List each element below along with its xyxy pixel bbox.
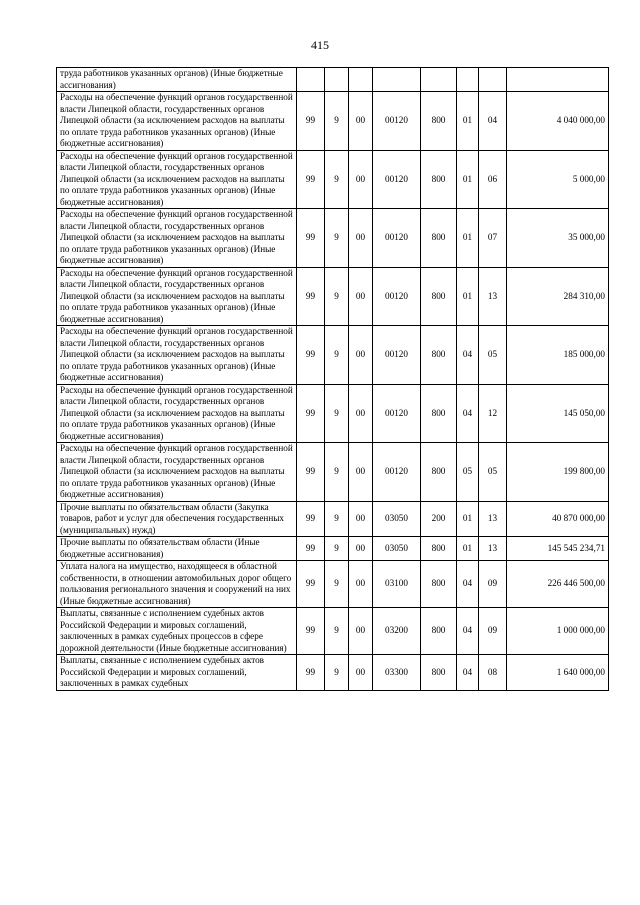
row-amount: 284 310,00 bbox=[507, 267, 609, 326]
col-7: 04 bbox=[479, 92, 507, 151]
col-2: 9 bbox=[325, 209, 349, 268]
budget-table bbox=[56, 67, 609, 691]
col-3: 00 bbox=[349, 443, 373, 502]
col-1: 99 bbox=[297, 267, 325, 326]
col-1: 99 bbox=[297, 501, 325, 537]
col-5 bbox=[421, 68, 457, 92]
col-2: 9 bbox=[325, 384, 349, 443]
table-row bbox=[57, 561, 609, 608]
col-7: 09 bbox=[479, 561, 507, 608]
table-row bbox=[57, 92, 609, 151]
col-1: 99 bbox=[297, 608, 325, 655]
col-6: 01 bbox=[457, 501, 479, 537]
col-6: 04 bbox=[457, 608, 479, 655]
table-row bbox=[57, 443, 609, 502]
table-row bbox=[57, 384, 609, 443]
col-5: 800 bbox=[421, 209, 457, 268]
col-7: 13 bbox=[479, 537, 507, 561]
col-2: 9 bbox=[325, 443, 349, 502]
row-amount: 5 000,00 bbox=[507, 150, 609, 209]
col-4: 00120 bbox=[373, 384, 421, 443]
table-row bbox=[57, 267, 609, 326]
col-4: 03300 bbox=[373, 655, 421, 691]
col-2: 9 bbox=[325, 92, 349, 151]
col-5: 800 bbox=[421, 443, 457, 502]
col-7: 08 bbox=[479, 655, 507, 691]
col-1: 99 bbox=[297, 443, 325, 502]
col-5: 200 bbox=[421, 501, 457, 537]
col-6: 01 bbox=[457, 209, 479, 268]
row-description: Расходы на обеспечение функций органов государственной власти Липецкой области, государственных органов Липецкой области (за исключением расходов на выплаты по оплате труда работников указанных органов) (Иные бюджетные ассигнования) bbox=[57, 209, 297, 268]
page-number: 415 bbox=[311, 38, 329, 52]
row-description: Расходы на обеспечение функций органов государственной власти Липецкой области, государственных органов Липецкой области (за исключением расходов на выплаты по оплате труда работников указанных органов) (Иные бюджетные ассигнования) bbox=[57, 92, 297, 151]
col-2: 9 bbox=[325, 326, 349, 385]
col-4: 03050 bbox=[373, 501, 421, 537]
col-2: 9 bbox=[325, 501, 349, 537]
col-4: 00120 bbox=[373, 443, 421, 502]
col-7: 13 bbox=[479, 267, 507, 326]
row-amount: 199 800,00 bbox=[507, 443, 609, 502]
col-2: 9 bbox=[325, 537, 349, 561]
col-5: 800 bbox=[421, 537, 457, 561]
table-row bbox=[57, 209, 609, 268]
col-4: 00120 bbox=[373, 92, 421, 151]
col-1: 99 bbox=[297, 537, 325, 561]
col-1: 99 bbox=[297, 150, 325, 209]
col-4: 00120 bbox=[373, 209, 421, 268]
col-4: 03050 bbox=[373, 537, 421, 561]
col-2: 9 bbox=[325, 267, 349, 326]
col-3: 00 bbox=[349, 537, 373, 561]
col-5: 800 bbox=[421, 384, 457, 443]
col-7: 05 bbox=[479, 326, 507, 385]
row-amount bbox=[507, 68, 609, 92]
col-4 bbox=[373, 68, 421, 92]
col-1: 99 bbox=[297, 326, 325, 385]
col-6: 04 bbox=[457, 561, 479, 608]
col-6: 04 bbox=[457, 384, 479, 443]
col-1 bbox=[297, 68, 325, 92]
col-5: 800 bbox=[421, 326, 457, 385]
row-description: Прочие выплаты по обязательствам области (Закупка товаров, работ и услуг для обеспечения государственных (муниципальных) нужд) bbox=[57, 501, 297, 537]
table-row bbox=[57, 608, 609, 655]
col-7: 05 bbox=[479, 443, 507, 502]
col-5: 800 bbox=[421, 150, 457, 209]
row-description: Расходы на обеспечение функций органов государственной власти Липецкой области, государственных органов Липецкой области (за исключением расходов на выплаты по оплате труда работников указанных органов) (Иные бюджетные ассигнования) bbox=[57, 326, 297, 385]
row-amount: 145 545 234,71 bbox=[507, 537, 609, 561]
col-6: 01 bbox=[457, 267, 479, 326]
col-2 bbox=[325, 68, 349, 92]
row-amount: 1 640 000,00 bbox=[507, 655, 609, 691]
row-amount: 185 000,00 bbox=[507, 326, 609, 385]
col-3: 00 bbox=[349, 384, 373, 443]
col-1: 99 bbox=[297, 655, 325, 691]
col-7: 12 bbox=[479, 384, 507, 443]
col-7 bbox=[479, 68, 507, 92]
col-1: 99 bbox=[297, 561, 325, 608]
table-row bbox=[57, 150, 609, 209]
row-description: Уплата налога на имущество, находящееся в областной собственности, в отношении автомобильных дорог общего пользования регионального значения и сооружений на них (Иные бюджетные ассигнования) bbox=[57, 561, 297, 608]
col-4: 00120 bbox=[373, 267, 421, 326]
col-7: 07 bbox=[479, 209, 507, 268]
col-3: 00 bbox=[349, 267, 373, 326]
col-3: 00 bbox=[349, 326, 373, 385]
row-amount: 40 870 000,00 bbox=[507, 501, 609, 537]
row-amount: 4 040 000,00 bbox=[507, 92, 609, 151]
col-6: 01 bbox=[457, 92, 479, 151]
row-description: Расходы на обеспечение функций органов государственной власти Липецкой области, государственных органов Липецкой области (за исключением расходов на выплаты по оплате труда работников указанных органов) (Иные бюджетные ассигнования) bbox=[57, 443, 297, 502]
row-description: Расходы на обеспечение функций органов государственной власти Липецкой области, государственных органов Липецкой области (за исключением расходов на выплаты по оплате труда работников указанных органов) (Иные бюджетные ассигнования) bbox=[57, 267, 297, 326]
col-3: 00 bbox=[349, 150, 373, 209]
col-4: 03100 bbox=[373, 561, 421, 608]
col-3: 00 bbox=[349, 561, 373, 608]
col-4: 00120 bbox=[373, 326, 421, 385]
col-3 bbox=[349, 68, 373, 92]
col-5: 800 bbox=[421, 92, 457, 151]
col-7: 09 bbox=[479, 608, 507, 655]
col-5: 800 bbox=[421, 608, 457, 655]
col-5: 800 bbox=[421, 561, 457, 608]
col-1: 99 bbox=[297, 92, 325, 151]
col-5: 800 bbox=[421, 267, 457, 326]
col-5: 800 bbox=[421, 655, 457, 691]
col-7: 06 bbox=[479, 150, 507, 209]
table-row bbox=[57, 655, 609, 691]
col-6: 04 bbox=[457, 326, 479, 385]
table-row bbox=[57, 326, 609, 385]
col-2: 9 bbox=[325, 608, 349, 655]
col-1: 99 bbox=[297, 384, 325, 443]
table-row bbox=[57, 501, 609, 537]
col-1: 99 bbox=[297, 209, 325, 268]
col-7: 13 bbox=[479, 501, 507, 537]
col-4: 00120 bbox=[373, 150, 421, 209]
col-2: 9 bbox=[325, 561, 349, 608]
col-3: 00 bbox=[349, 655, 373, 691]
row-description: Выплаты, связанные с исполнением судебных актов Российской Федерации и мировых соглашений, заключенных в рамках судебных процессов в сфере дорожной деятельности (Иные бюджетные ассигнования) bbox=[57, 608, 297, 655]
row-description: Расходы на обеспечение функций органов государственной власти Липецкой области, государственных органов Липецкой области (за исключением расходов на выплаты по оплате труда работников указанных органов) (Иные бюджетные ассигнования) bbox=[57, 150, 297, 209]
col-3: 00 bbox=[349, 209, 373, 268]
col-3: 00 bbox=[349, 501, 373, 537]
row-description: Выплаты, связанные с исполнением судебных актов Российской Федерации и мировых соглашений, заключенных в рамках судебных bbox=[57, 655, 297, 691]
col-6: 01 bbox=[457, 150, 479, 209]
col-6: 05 bbox=[457, 443, 479, 502]
row-description: Расходы на обеспечение функций органов государственной власти Липецкой области, государственных органов Липецкой области (за исключением расходов на выплаты по оплате труда работников указанных органов) (Иные бюджетные ассигнования) bbox=[57, 384, 297, 443]
row-description: Прочие выплаты по обязательствам области (Иные бюджетные ассигнования) bbox=[57, 537, 297, 561]
col-3: 00 bbox=[349, 608, 373, 655]
table-row bbox=[57, 537, 609, 561]
col-2: 9 bbox=[325, 150, 349, 209]
row-description: труда работников указанных органов) (Иные бюджетные ассигнования) bbox=[57, 68, 297, 92]
col-3: 00 bbox=[349, 92, 373, 151]
row-amount: 1 000 000,00 bbox=[507, 608, 609, 655]
row-amount: 226 446 500,00 bbox=[507, 561, 609, 608]
col-6: 04 bbox=[457, 655, 479, 691]
table-row bbox=[57, 68, 609, 92]
col-6 bbox=[457, 68, 479, 92]
col-4: 03200 bbox=[373, 608, 421, 655]
col-2: 9 bbox=[325, 655, 349, 691]
row-amount: 35 000,00 bbox=[507, 209, 609, 268]
col-6: 01 bbox=[457, 537, 479, 561]
row-amount: 145 050,00 bbox=[507, 384, 609, 443]
